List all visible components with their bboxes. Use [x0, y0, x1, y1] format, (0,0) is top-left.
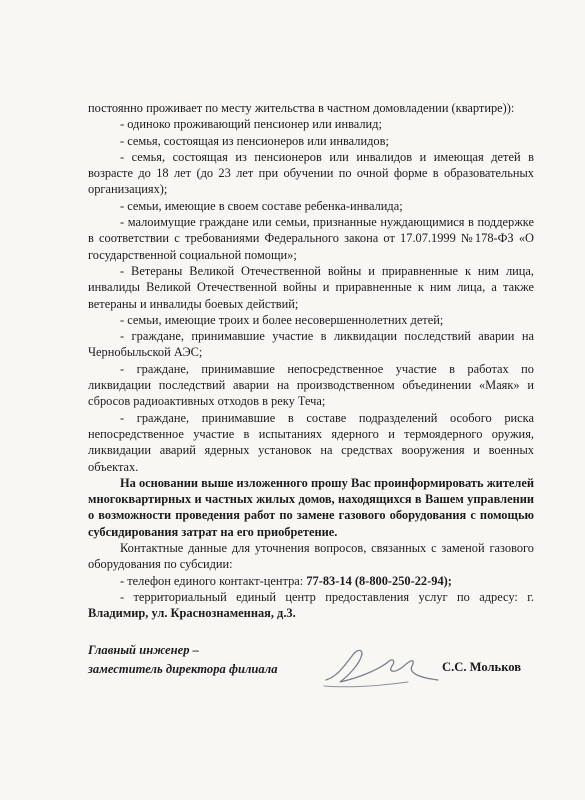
signatory-name: С.С. Мольков: [442, 660, 522, 674]
list-item: - Ветераны Великой Отечественной войны и приравненные к ним лица, инвалиды Великой Отечественной войны и приравненные к ним лица, а также ветераны и инвалиды боевых действий;: [88, 263, 534, 311]
list-item: - семьи, имеющие в своем составе ребенка-инвалида;: [120, 198, 403, 213]
list-item: - граждане, принимавшие непосредственное участие в работах по ликвидации последствий аварии на производственном объединении «Маяк» и сбросов радиоактивных отходов в реку Теча;: [88, 361, 534, 409]
contacts-intro: Контактные данные для уточнения вопросов, связанных с заменой газового оборудования по субсидии:: [88, 541, 534, 572]
phone-label: - телефон единого контакт-центра:: [120, 573, 307, 588]
signatory-title-line1: Главный инженер –: [88, 643, 199, 657]
list-item: - семья, состоящая из пенсионеров или инвалидов и имеющая детей в возрасте до 18 лет (до 23 лет при обучении по очной форме в образовательных организациях);: [88, 149, 534, 197]
list-item: - одиноко проживающий пенсионер или инвалид;: [120, 117, 382, 132]
center-line: [88, 589, 534, 622]
list-item: - семьи, имеющие троих и более несовершеннолетних детей;: [120, 312, 444, 327]
center-label: - территориальный единый центр предоставления услуг по адресу: г.: [120, 589, 534, 604]
paragraph-intro: постоянно проживает по месту жительства в частном домовладении (квартире)):: [88, 101, 515, 115]
phone-line: [88, 573, 534, 589]
list-item: - малоимущие граждане или семьи, признанные нуждающимися в поддержке в соответствии с требованиями Федерального закона от 17.07.1999 №178-ФЗ «О государственной социальной помощи»;: [88, 215, 534, 262]
signatory-title-line2: заместитель директора филиала: [88, 662, 278, 676]
phone-value: 77-83-14 (8-800-250-22-94);: [306, 573, 452, 588]
list-item: - граждане, принимавшие участие в ликвидации последствий аварии на Чернобыльской АЭС;: [88, 329, 534, 360]
handwritten-signature: [318, 636, 448, 694]
request-paragraph: На основании выше изложенного прошу Вас проинформировать жителей многоквартирных и частных жилых домов, находящихся в Вашем управлении о возможности проведения работ по замене газового оборудования с помощью субсидирования затрат на его приобретение.: [88, 475, 534, 539]
center-address: Владимир, ул. Краснознаменная, д.3.: [88, 606, 296, 621]
signatory-title: [88, 641, 278, 679]
list-item: - семья, состоящая из пенсионеров или инвалидов;: [120, 133, 389, 148]
letter-body: [88, 100, 534, 622]
list-item: - граждане, принимавшие в составе подразделений особого риска непосредственное участие в испытаниях ядерного и термоядерного оружия, ликвидации аварий ядерных установок на средствах вооружения и военных объектах.: [88, 410, 534, 474]
